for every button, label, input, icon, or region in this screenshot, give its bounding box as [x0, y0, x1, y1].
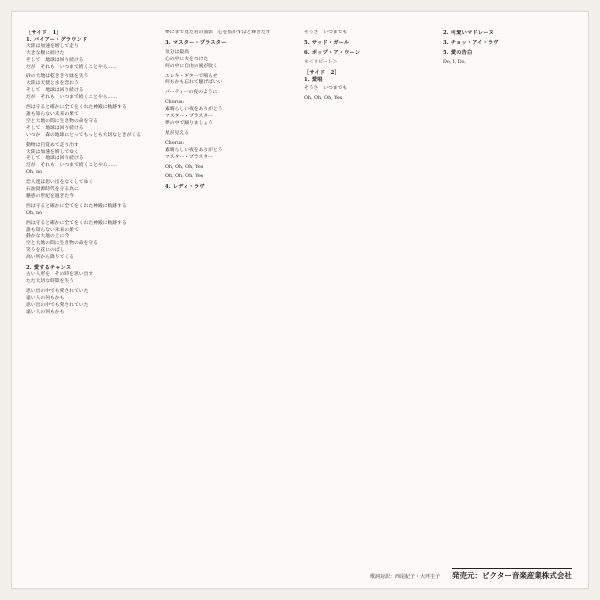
lyric-line: だが それも いつまで続くことやら……: [26, 64, 118, 70]
lyric-line: いつか 森の地球にとってもっとも大切なときがくる: [26, 132, 142, 138]
lyric-line: 1. 愛唱: [304, 76, 323, 83]
publisher-text: 発売元：ビクター音楽産業株式会社: [452, 568, 572, 581]
lyric-line: Oh, no: [26, 170, 43, 176]
lyric-line: 遠い人の何もかも: [26, 309, 65, 315]
lyric-line: 4. レディ・ラヴ: [165, 184, 205, 191]
lyric-line: ［サイド 2］: [304, 69, 340, 76]
lyric-line: そして 地球は回り続ける: [26, 125, 84, 131]
lyric-line: 思い出の中でも愛されていた: [26, 288, 89, 294]
lyric-line: そうさ いつまでも: [304, 86, 348, 92]
lyric-line: 6. ポップ・ア・ウーン: [304, 49, 361, 56]
lyric-line: そうさ いつまでも: [304, 30, 348, 35]
lyrics-column-1: [26, 30, 157, 560]
lyric-line: ＊＜リピート＞: [304, 59, 338, 65]
lyric-line: Chorus:: [165, 100, 185, 106]
lyric-line: 5. サッド・ガール: [304, 39, 350, 46]
lyric-line: 夢にまで見た君の面影 心を焦がすほど輝きだす: [165, 30, 271, 35]
lyric-line: 魅惑の世紀を過ぎた今: [26, 193, 74, 199]
lyric-line: Do, I, Do,: [443, 59, 466, 65]
lyric-line: そして 地球は回り続ける: [26, 88, 84, 94]
lyric-line: 西は守ると確かに全てをくれた神殿に軌跡する: [26, 105, 127, 111]
lyric-line: 気分は最高: [165, 49, 189, 55]
lyric-line: Oh, Oh, Oh, Yes: [304, 96, 343, 102]
lyrics-columns: [26, 30, 574, 560]
lyric-line: 夢の中で踊りましょう: [165, 120, 213, 126]
lyric-line: 大陸は加速を増して走り: [26, 43, 79, 49]
lyric-line: 空と大地の間に生き物の命を守る: [26, 241, 98, 247]
lyric-line: 思い出の中でも愛されていた: [26, 302, 89, 308]
lyric-line: 古い人形を その時を思い出す: [26, 272, 94, 277]
lyric-line: 1. バイアー・グラウンド: [26, 36, 88, 43]
lyric-line: エレキ・ギターで鳴らせ: [165, 73, 218, 79]
lyric-line: 素晴らしい夜をありがとう: [165, 107, 223, 113]
lyric-line: 5. 愛の告白: [443, 49, 473, 56]
lyric-line: 何の中に自由の風が吹く: [165, 63, 218, 69]
lyric-line: Chorus:: [165, 140, 185, 146]
lyric-line: 西は守ると確かに全てをくれた神殿に軌跡する: [26, 203, 127, 209]
credit-text: 歌詞対訳：西尾紀子・大坪圭子: [370, 574, 441, 580]
lyric-line: ［サイド 1］: [26, 30, 62, 36]
lyric-line: 3. マスター・プラスター: [165, 39, 227, 46]
lyric-line: 大陸は加速を増してゆく: [26, 149, 79, 155]
lyric-line: 素晴らしい夜をありがとう: [165, 147, 223, 153]
lyric-line: マスター・プラスター: [165, 154, 213, 160]
lyric-line: 3. チョッ・アイ・ラヴ: [443, 39, 499, 46]
lyric-line: 西は守ると確かに全てをくれた神殿に軌跡する: [26, 220, 127, 226]
lyric-line: 恋人達は思い出をなくしてゆく: [26, 180, 94, 186]
lyric-line: そして 地球は回り続ける: [26, 57, 84, 63]
lyrics-column-4: [443, 30, 574, 560]
lyrics-column-2: [165, 30, 296, 560]
lyric-line: 星が見える: [165, 130, 189, 136]
lyric-line: 大陸は天使と水を恋おう: [26, 81, 79, 87]
lyric-line: マスター・プラスター: [165, 114, 213, 120]
lyric-line: 空と大地の間に生き物の命を守る: [26, 118, 98, 124]
lyric-line: 誰も知らない未来の果て: [26, 111, 79, 117]
lyric-line: 高い所から降りてくる: [26, 255, 74, 261]
lyric-line: Oh, Oh, Oh, Yes: [165, 164, 204, 170]
lyric-line: 遠い人の何もかも: [26, 295, 65, 301]
lyric-line: 2. 愛するチャンス: [26, 265, 72, 272]
lyric-line: 何もかも忘れて騒げばいい: [165, 80, 223, 86]
lyric-line: 2. 可愛いマドレーヌ: [443, 30, 494, 36]
lyric-line: Oh, Oh, Oh, Yes: [165, 174, 204, 180]
lyric-line: 砂の大地は乾ききり緑を失う: [26, 74, 89, 80]
lyrics-column-3: [304, 30, 435, 560]
lyric-line: 笑うを花にのばし: [26, 248, 65, 254]
lyric-line: 心の中に火をつけた: [165, 56, 209, 62]
lyric-line: 静かな大地の上に今: [26, 234, 70, 240]
lyric-line: そして 地球は回り続ける: [26, 156, 84, 162]
lyric-line: パーティーの夜のように: [165, 90, 218, 96]
lyric-line: 石油資源時代を守る為に: [26, 187, 79, 193]
lyric-line: だが それも いつまで続くことやら……: [26, 163, 118, 169]
lyric-line: だが それも いつまで続くことやら……: [26, 95, 118, 101]
lyric-line: Oh, no: [26, 210, 43, 216]
lyric-line: 動物は目覚めて走り出す: [26, 142, 79, 148]
lyric-line: ただ大切な時間を失う: [26, 278, 74, 284]
lyric-line: 誰も知らない未来の果て: [26, 227, 79, 233]
lyric-line: 大きな樹に続けた: [26, 50, 65, 56]
lyric-sheet: [12, 12, 588, 588]
